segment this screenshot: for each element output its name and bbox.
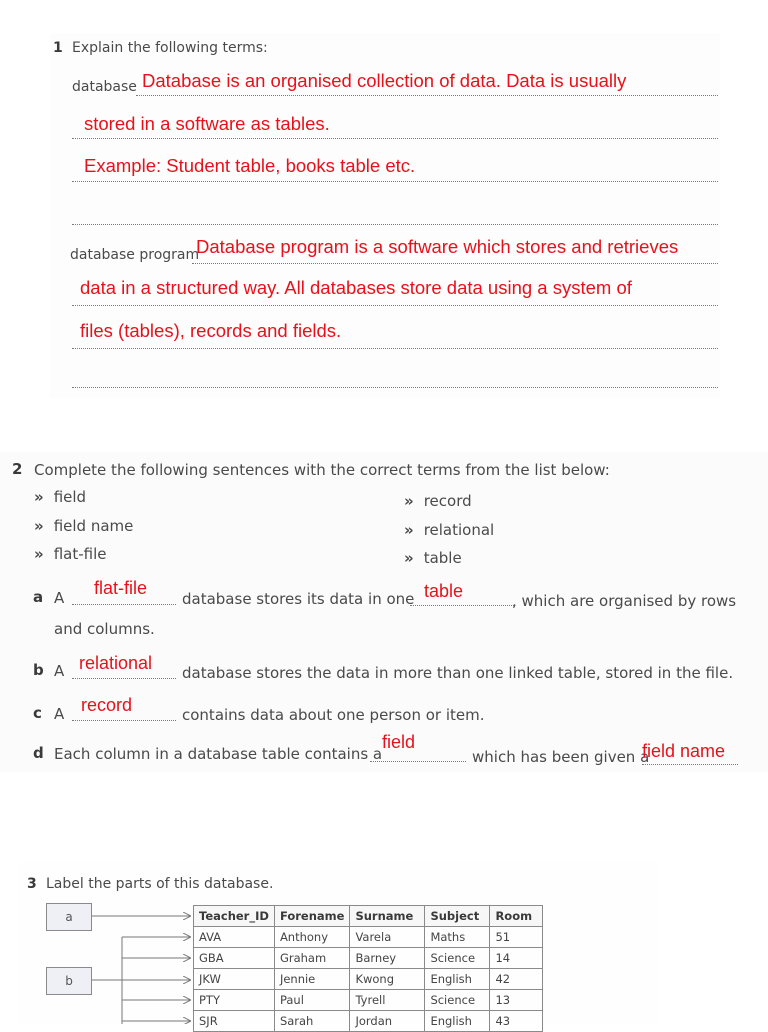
- sentence-b-letter: b: [33, 661, 44, 679]
- table-row: [194, 948, 543, 969]
- answer-database-line-2: stored in a software as tables.: [84, 113, 330, 134]
- column-header: Surname: [350, 906, 425, 927]
- table-row: [194, 927, 543, 948]
- table-cell: Varela: [350, 927, 425, 948]
- table-cell: Paul: [274, 990, 350, 1011]
- sentence-c-text-1: A: [54, 705, 65, 723]
- sentence-a-text-3: , which are organised by rows: [512, 592, 737, 610]
- term-field-name: field name: [53, 517, 134, 535]
- teacher-table: [193, 905, 543, 1032]
- table-cell: Maths: [425, 927, 490, 948]
- sentence-a-text-1: A: [54, 589, 65, 607]
- term-field: field: [53, 488, 87, 506]
- term-database-label: database: [72, 79, 137, 95]
- table-cell: Graham: [274, 948, 350, 969]
- table-cell: Science: [425, 990, 490, 1011]
- table-cell: GBA: [194, 948, 275, 969]
- question-3-number: 3: [27, 876, 37, 892]
- table-cell: Science: [425, 948, 490, 969]
- label-box-a: a: [46, 903, 92, 931]
- term-relational: relational: [423, 521, 495, 539]
- column-header: Teacher_ID: [194, 906, 275, 927]
- bullet-icon: »: [404, 521, 414, 539]
- sentence-d-text-2: which has been given a: [472, 748, 650, 766]
- term-record: record: [423, 492, 472, 510]
- column-header: Forename: [274, 906, 350, 927]
- label-box-b: b: [46, 967, 92, 995]
- table-cell: Anthony: [274, 927, 350, 948]
- term-database-program-label: database program: [70, 247, 200, 263]
- answer-database-line-1: Database is an organised collection of data. Data is usually: [142, 70, 627, 91]
- table-cell: AVA: [194, 927, 275, 948]
- table-cell: PTY: [194, 990, 275, 1011]
- question-1-number: 1: [53, 40, 63, 56]
- question-1-prompt: Explain the following terms:: [72, 40, 268, 56]
- bullet-icon: »: [34, 517, 44, 535]
- answer-d-1: field: [382, 732, 416, 752]
- table-header-row: [194, 906, 543, 927]
- sentence-d-text-1: Each column in a database table contains a: [54, 745, 383, 763]
- table-cell: Tyrell: [350, 990, 425, 1011]
- question-2-prompt: Complete the following sentences with the correct terms from the list below:: [34, 461, 610, 479]
- column-header: Room: [490, 906, 543, 927]
- sentence-c-text-2: contains data about one person or item.: [182, 706, 485, 724]
- sentence-a-text-2: database stores its data in one: [182, 590, 415, 608]
- sentence-a-text-4: and columns.: [54, 620, 155, 638]
- table-cell: Sarah: [274, 1011, 350, 1032]
- table-cell: SJR: [194, 1011, 275, 1032]
- table-cell: 42: [490, 969, 543, 990]
- table-row: [194, 969, 543, 990]
- sentence-d-letter: d: [33, 744, 44, 762]
- table-row: [194, 990, 543, 1011]
- table-cell: English: [425, 1011, 490, 1032]
- bullet-icon: »: [404, 492, 414, 510]
- term-table: table: [423, 549, 462, 567]
- answer-b-1: relational: [79, 653, 153, 673]
- table-cell: 13: [490, 990, 543, 1011]
- question-2-number: 2: [12, 460, 23, 478]
- answer-database-program-line-1: Database program is a software which stores and retrieves: [196, 236, 679, 257]
- answer-database-program-line-2: data in a structured way. All databases store data using a system of: [80, 277, 632, 298]
- table-row: [194, 1011, 543, 1032]
- term-flat-file: flat-file: [53, 545, 107, 563]
- answer-database-line-3: Example: Student table, books table etc.: [84, 155, 416, 176]
- bullet-icon: »: [404, 549, 414, 567]
- table-cell: 14: [490, 948, 543, 969]
- bullet-icon: »: [34, 488, 44, 506]
- question-3-prompt: Label the parts of this database.: [46, 876, 274, 892]
- answer-d-2: field name: [642, 741, 726, 761]
- table-cell: Jordan: [350, 1011, 425, 1032]
- sentence-b-text-1: A: [54, 662, 65, 680]
- table-cell: 43: [490, 1011, 543, 1032]
- answer-a-2: table: [424, 581, 464, 601]
- table-cell: 51: [490, 927, 543, 948]
- table-cell: Kwong: [350, 969, 425, 990]
- bullet-icon: »: [34, 545, 44, 563]
- table-cell: English: [425, 969, 490, 990]
- answer-c-1: record: [81, 695, 133, 715]
- sentence-c-letter: c: [33, 704, 42, 722]
- answer-database-program-line-3: files (tables), records and fields.: [80, 320, 342, 341]
- sentence-b-text-2: database stores the data in more than one linked table, stored in the file.: [182, 664, 734, 682]
- table-cell: JKW: [194, 969, 275, 990]
- answer-a-1: flat-file: [94, 578, 148, 598]
- table-cell: Jennie: [274, 969, 350, 990]
- column-header: Subject: [425, 906, 490, 927]
- sentence-a-letter: a: [33, 588, 44, 606]
- table-cell: Barney: [350, 948, 425, 969]
